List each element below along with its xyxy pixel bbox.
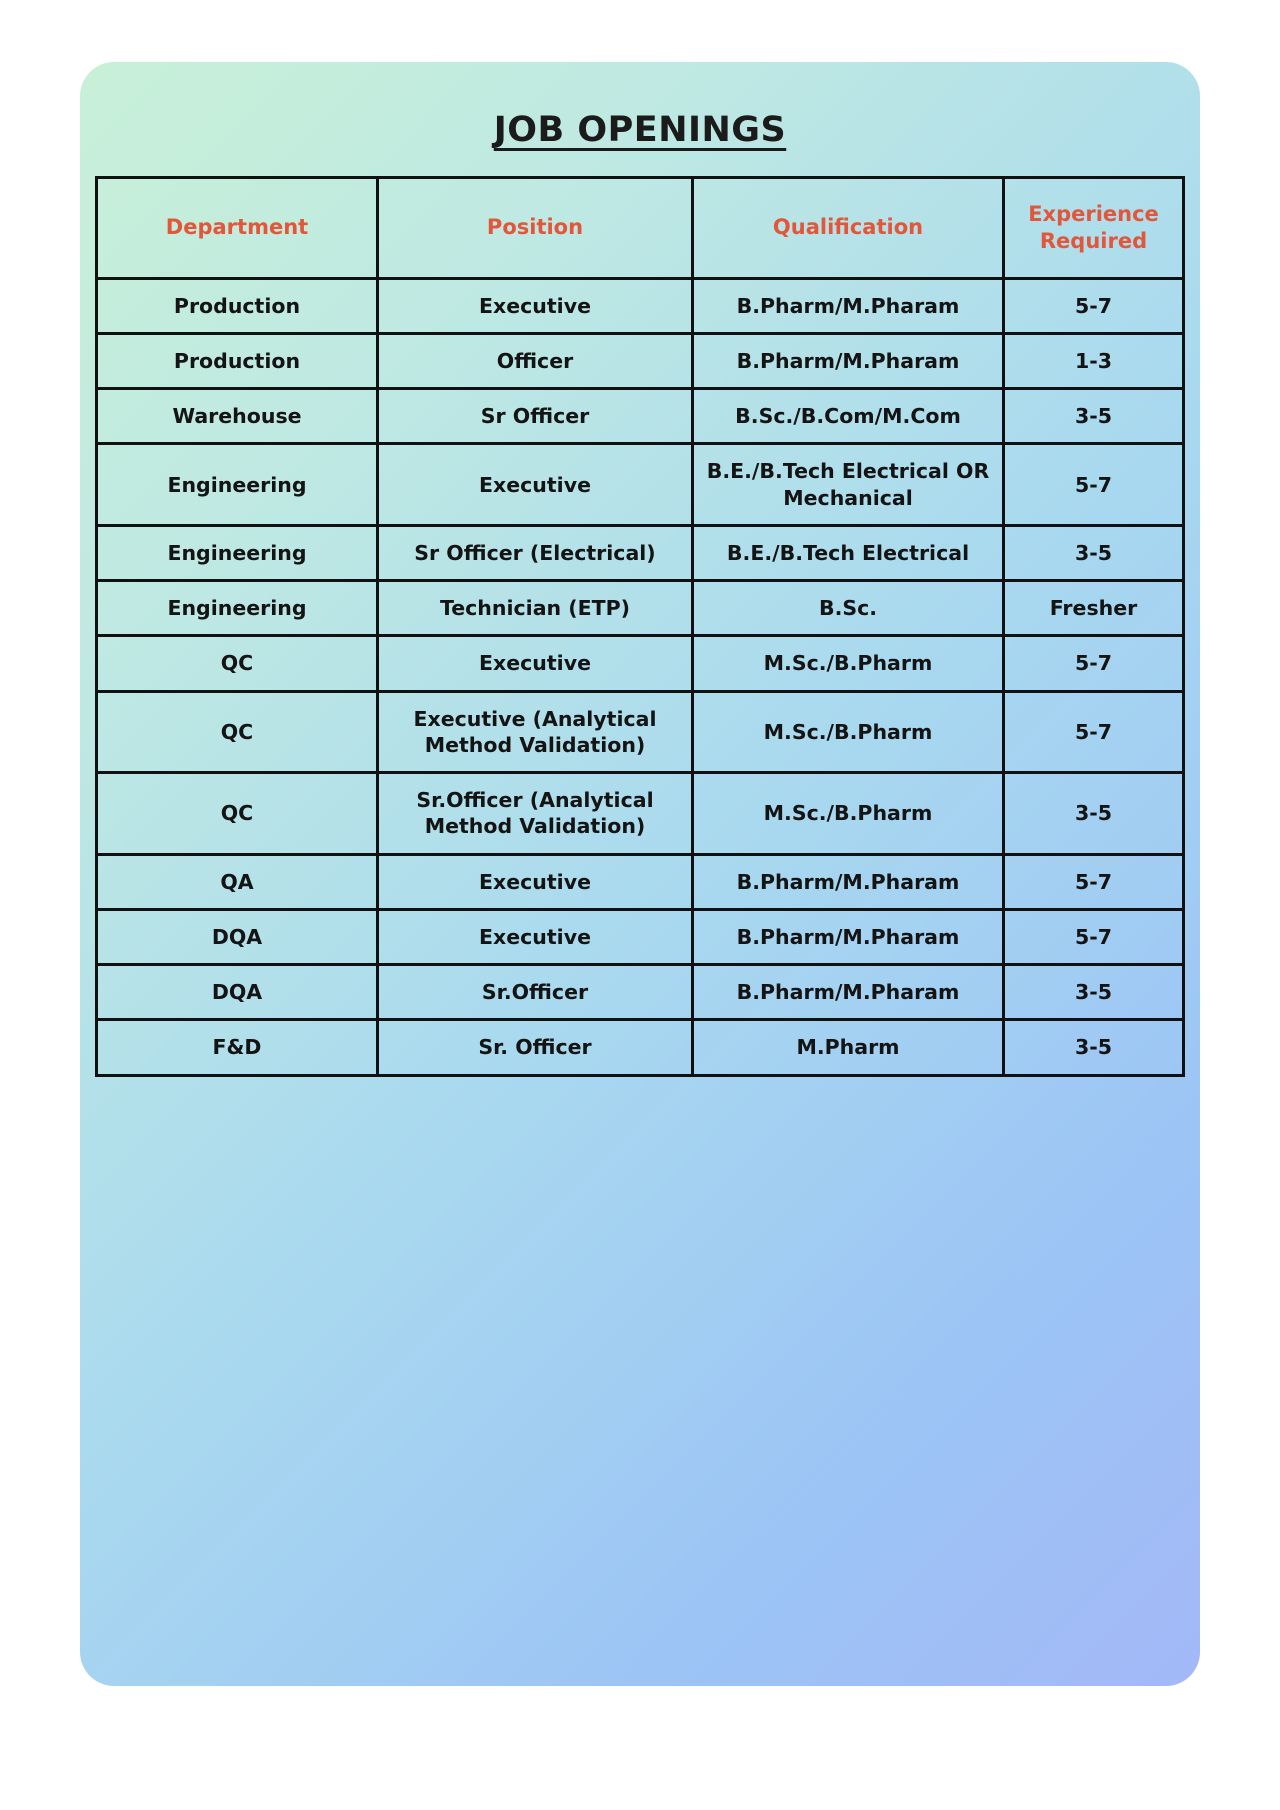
cell-position: Sr. Officer bbox=[378, 1020, 693, 1075]
page-title: JOB OPENINGS bbox=[493, 110, 787, 150]
cell-experience: 5-7 bbox=[1004, 909, 1184, 964]
cell-qualification: B.Pharm/M.Pharam bbox=[693, 909, 1004, 964]
cell-experience: 3-5 bbox=[1004, 389, 1184, 444]
cell-department: F&D bbox=[97, 1020, 378, 1075]
table-row bbox=[97, 854, 1184, 909]
cell-qualification: B.Pharm/M.Pharam bbox=[693, 333, 1004, 388]
cell-experience: 3-5 bbox=[1004, 1020, 1184, 1075]
cell-department: Engineering bbox=[97, 444, 378, 525]
table-row bbox=[97, 909, 1184, 964]
cell-department: QC bbox=[97, 636, 378, 691]
cell-qualification: B.E./B.Tech Electrical bbox=[693, 525, 1004, 580]
cell-qualification: B.Pharm/M.Pharam bbox=[693, 854, 1004, 909]
cell-experience: 5-7 bbox=[1004, 636, 1184, 691]
table-row bbox=[97, 444, 1184, 525]
cell-qualification: B.Pharm/M.Pharam bbox=[693, 965, 1004, 1020]
cell-department: Production bbox=[97, 278, 378, 333]
table-row bbox=[97, 525, 1184, 580]
cell-experience: 3-5 bbox=[1004, 773, 1184, 854]
column-header-experience: Experience Required bbox=[1004, 178, 1184, 279]
cell-position: Executive bbox=[378, 636, 693, 691]
job-openings-card bbox=[80, 62, 1200, 1686]
cell-position: Sr.Officer bbox=[378, 965, 693, 1020]
cell-position: Executive (Analytical Method Validation) bbox=[378, 691, 693, 772]
cell-experience: 5-7 bbox=[1004, 854, 1184, 909]
cell-position: Officer bbox=[378, 333, 693, 388]
table-row bbox=[97, 965, 1184, 1020]
table-row bbox=[97, 278, 1184, 333]
table-header-row bbox=[97, 178, 1184, 279]
cell-qualification: B.Sc. bbox=[693, 581, 1004, 636]
table-row bbox=[97, 773, 1184, 854]
cell-qualification: M.Sc./B.Pharm bbox=[693, 691, 1004, 772]
table-row bbox=[97, 636, 1184, 691]
cell-experience: 5-7 bbox=[1004, 444, 1184, 525]
table-row bbox=[97, 389, 1184, 444]
cell-experience: 3-5 bbox=[1004, 965, 1184, 1020]
column-header-qualification: Qualification bbox=[693, 178, 1004, 279]
cell-position: Executive bbox=[378, 909, 693, 964]
table-body bbox=[97, 278, 1184, 1075]
cell-qualification: B.Sc./B.Com/M.Com bbox=[693, 389, 1004, 444]
cell-department: Warehouse bbox=[97, 389, 378, 444]
cell-department: QC bbox=[97, 773, 378, 854]
column-header-department: Department bbox=[97, 178, 378, 279]
cell-qualification: B.E./B.Tech Electrical OR Mechanical bbox=[693, 444, 1004, 525]
cell-qualification: B.Pharm/M.Pharam bbox=[693, 278, 1004, 333]
cell-experience: 5-7 bbox=[1004, 278, 1184, 333]
column-header-position: Position bbox=[378, 178, 693, 279]
table-row bbox=[97, 1020, 1184, 1075]
cell-experience: Fresher bbox=[1004, 581, 1184, 636]
cell-department: Engineering bbox=[97, 525, 378, 580]
cell-qualification: M.Pharm bbox=[693, 1020, 1004, 1075]
cell-position: Executive bbox=[378, 854, 693, 909]
cell-department: DQA bbox=[97, 909, 378, 964]
cell-position: Sr.Officer (Analytical Method Validation) bbox=[378, 773, 693, 854]
cell-experience: 1-3 bbox=[1004, 333, 1184, 388]
cell-position: Executive bbox=[378, 444, 693, 525]
cell-position: Technician (ETP) bbox=[378, 581, 693, 636]
cell-position: Sr Officer bbox=[378, 389, 693, 444]
table-row bbox=[97, 333, 1184, 388]
cell-department: QA bbox=[97, 854, 378, 909]
cell-position: Sr Officer (Electrical) bbox=[378, 525, 693, 580]
cell-qualification: M.Sc./B.Pharm bbox=[693, 773, 1004, 854]
cell-department: QC bbox=[97, 691, 378, 772]
cell-department: Engineering bbox=[97, 581, 378, 636]
table-row bbox=[97, 691, 1184, 772]
cell-department: Production bbox=[97, 333, 378, 388]
cell-experience: 3-5 bbox=[1004, 525, 1184, 580]
cell-qualification: M.Sc./B.Pharm bbox=[693, 636, 1004, 691]
cell-position: Executive bbox=[378, 278, 693, 333]
cell-department: DQA bbox=[97, 965, 378, 1020]
cell-experience: 5-7 bbox=[1004, 691, 1184, 772]
job-openings-table bbox=[95, 176, 1185, 1077]
table-row bbox=[97, 581, 1184, 636]
